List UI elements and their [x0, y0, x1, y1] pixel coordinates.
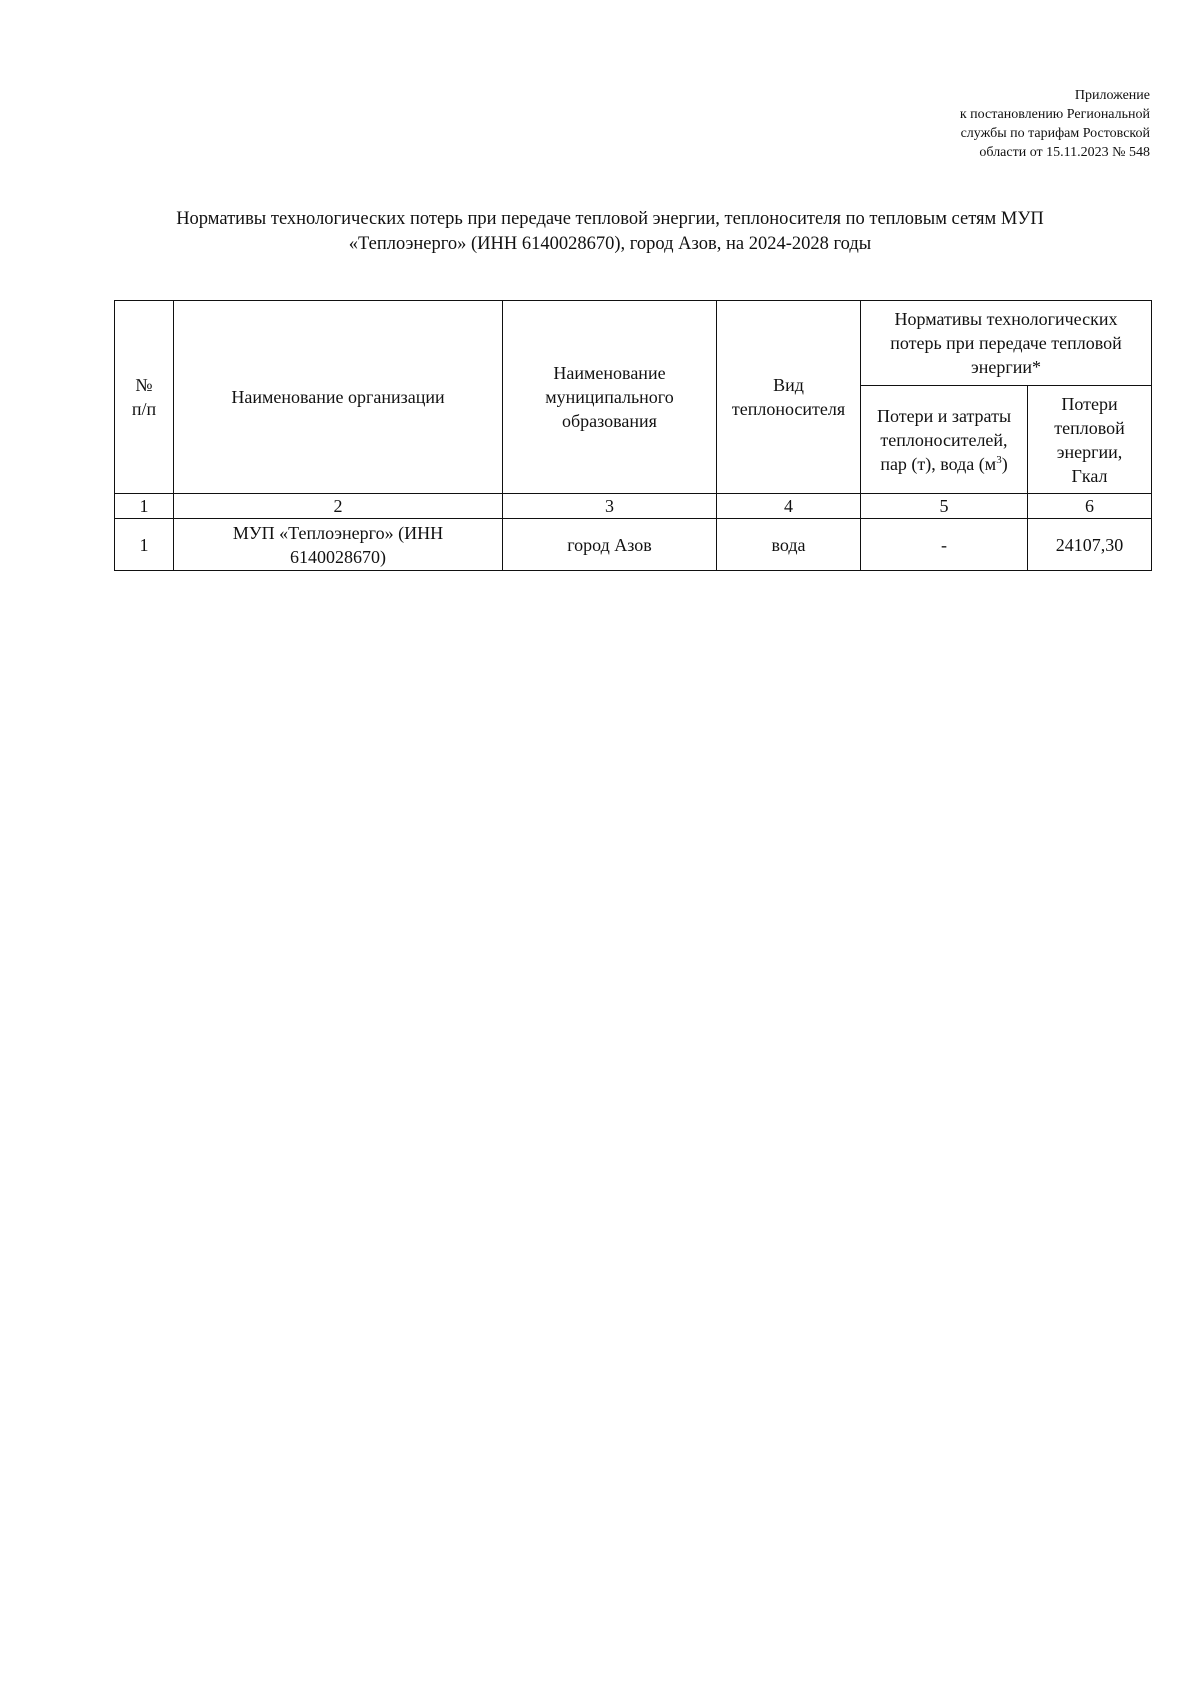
- column-number: 1: [115, 494, 174, 519]
- header-losses-carrier: [861, 386, 1028, 494]
- column-number: 4: [717, 494, 861, 519]
- header-num-line: №: [135, 375, 153, 395]
- column-number: 2: [174, 494, 503, 519]
- header-losses-heat: [1028, 386, 1152, 494]
- header-num: [115, 301, 174, 494]
- header-municipality-line: муниципального: [545, 387, 674, 407]
- norms-table: [114, 300, 1152, 571]
- header-org-line: Наименование организации: [231, 387, 445, 407]
- header-norms-group-line: Нормативы технологических: [894, 309, 1118, 329]
- row-losses-heat: 24107,30: [1028, 519, 1152, 571]
- row-municipality: город Азов: [503, 519, 717, 571]
- header-carrier-type-line: Вид: [773, 375, 804, 395]
- header-org: [174, 301, 503, 494]
- header-municipality: [503, 301, 717, 494]
- column-number: 5: [861, 494, 1028, 519]
- header-carrier-type: [717, 301, 861, 494]
- document-title-line: «Теплоэнерго» (ИНН 6140028670), город Азов, на 2024-2028 годы: [348, 234, 872, 254]
- row-org: [174, 519, 503, 571]
- cubic-superscript: 3: [996, 453, 1002, 466]
- header-losses-carrier-line: [863, 452, 1025, 476]
- document-title: [130, 207, 1090, 257]
- table-row: [115, 519, 1152, 571]
- column-number-row: [115, 494, 1152, 519]
- header-carrier-type-line: теплоносителя: [731, 399, 846, 419]
- header-losses-heat-line: энергии,: [1056, 441, 1123, 462]
- header-num-line: п/п: [131, 399, 157, 419]
- header-norms-group-line: энергии*: [971, 357, 1041, 377]
- header-losses-carrier-line: Потери и затраты: [876, 405, 1012, 426]
- header-losses-carrier-unit: пар (т), вода (м: [880, 453, 997, 474]
- row-org-line: 6140028670): [290, 546, 386, 567]
- appendix-line: к постановлению Региональной: [959, 107, 1150, 122]
- appendix-note: [960, 86, 1150, 162]
- appendix-line: службы по тарифам Ростовской: [960, 126, 1150, 141]
- header-municipality-line: Наименование: [553, 363, 666, 383]
- header-norms-group-line: потерь при передаче тепловой: [890, 333, 1122, 353]
- row-num: 1: [115, 519, 174, 571]
- row-losses-carrier: -: [861, 519, 1028, 571]
- header-losses-carrier-line: теплоносителей,: [880, 429, 1008, 450]
- header-losses-heat-line: Потери: [1061, 393, 1118, 414]
- header-losses-heat-line: Гкал: [1071, 465, 1108, 486]
- header-losses-carrier-unit-close: ): [1001, 453, 1008, 474]
- column-number: 3: [503, 494, 717, 519]
- appendix-line: Приложение: [1074, 88, 1150, 103]
- header-municipality-line: образования: [562, 411, 657, 431]
- appendix-line: области от 15.11.2023 № 548: [979, 145, 1150, 160]
- table-header-row: [115, 301, 1152, 386]
- header-losses-heat-line: тепловой: [1054, 417, 1125, 438]
- document-title-line: Нормативы технологических потерь при передаче тепловой энергии, теплоносителя по тепловым сетям МУП: [176, 209, 1044, 229]
- row-carrier-type: вода: [717, 519, 861, 571]
- header-norms-group: [861, 301, 1152, 386]
- column-number: 6: [1028, 494, 1152, 519]
- row-org-line: МУП «Теплоэнерго» (ИНН: [232, 522, 444, 543]
